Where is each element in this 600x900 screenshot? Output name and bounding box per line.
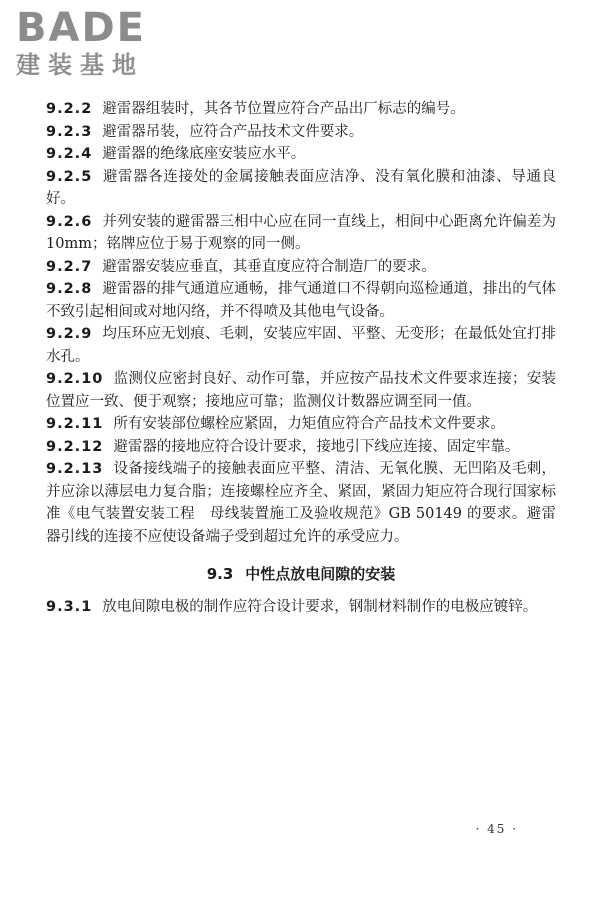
clause-9-2-2 xyxy=(46,98,556,121)
clauses-9-3 xyxy=(46,596,556,619)
clause-text: 设备接线端子的接触表面应平整、清洁、无氧化膜、无凹陷及毛刺，并应涂以薄层电力复合脂；连接螺栓应齐全、紧固，紧固力矩应符合现行国家标准《电气装置安装工程 母线装置施工及验收规范》GB 50149 的要求。避雷器引线的连接不应使设备端子受到超过允许的承受应力。 xyxy=(46,461,556,545)
logo-subtitle: 建装基地 xyxy=(16,51,144,79)
section-number: 9.3 xyxy=(206,565,234,583)
clause-9-2-12 xyxy=(46,436,556,459)
clause-number: 9.2.13 xyxy=(46,461,104,477)
clause-9-2-8 xyxy=(46,278,556,323)
clause-9-2-5 xyxy=(46,166,556,211)
section-heading xyxy=(46,562,556,586)
clause-9-2-13 xyxy=(46,458,556,548)
clause-9-3-1 xyxy=(46,596,556,619)
clause-9-2-7 xyxy=(46,256,556,279)
clause-text: 避雷器吊装，应符合产品技术文件要求。 xyxy=(102,123,364,140)
clause-number: 9.2.7 xyxy=(46,258,93,275)
clause-text: 放电间隙电极的制作应符合设计要求，钢制材料制作的电极应镀锌。 xyxy=(102,599,538,615)
clause-number: 9.3.1 xyxy=(46,599,93,615)
clause-text: 避雷器组装时，其各节位置应符合产品出厂标志的编号。 xyxy=(102,101,465,117)
bade-logo xyxy=(16,6,176,80)
page-number: · 45 · xyxy=(475,822,518,836)
clause-number: 9.2.5 xyxy=(46,168,93,185)
clauses-9-2 xyxy=(46,98,556,548)
clause-9-2-3 xyxy=(46,121,556,144)
clause-number: 9.2.4 xyxy=(46,146,93,162)
clause-number: 9.2.10 xyxy=(46,371,104,387)
clause-number: 9.2.3 xyxy=(46,123,93,140)
clause-number: 9.2.12 xyxy=(46,438,104,455)
clause-number: 9.2.6 xyxy=(46,213,93,230)
clause-number: 9.2.8 xyxy=(46,281,93,297)
clause-text: 监测仪应密封良好、动作可靠，并应按产品技术文件要求连接；安装位置应一致、便于观察；接地应可靠；监测仪计数器应调至同一值。 xyxy=(46,371,556,410)
clause-text: 避雷器的接地应符合设计要求，接地引下线应连接、固定牢靠。 xyxy=(113,438,520,455)
clause-9-2-4 xyxy=(46,143,556,166)
clause-number: 9.2.9 xyxy=(46,326,93,342)
clause-9-2-6 xyxy=(46,211,556,256)
clause-text: 避雷器安装应垂直，其垂直度应符合制造厂的要求。 xyxy=(102,258,436,275)
clause-text: 并列安装的避雷器三相中心应在同一直线上，相间中心距离允许偏差为 10mm；铭牌应位于易于观察的同一侧。 xyxy=(46,213,556,252)
clause-number: 9.2.11 xyxy=(46,416,104,432)
document-body xyxy=(46,98,556,619)
clause-number: 9.2.2 xyxy=(46,101,93,117)
clause-text: 避雷器的排气通道应通畅，排气通道口不得朝向巡检通道，排出的气体不致引起相间或对地闪络，并不得喷及其他电气设备。 xyxy=(46,281,556,320)
clause-text: 避雷器各连接处的金属接触表面应洁净、没有氧化膜和油漆、导通良好。 xyxy=(46,168,556,207)
logo-brand: BADE xyxy=(16,5,146,51)
clause-text: 避雷器的绝缘底座安装应水平。 xyxy=(102,146,306,162)
section-title: 中性点放电间隙的安装 xyxy=(245,565,396,583)
clause-9-2-9 xyxy=(46,323,556,368)
clause-9-2-11 xyxy=(46,413,556,436)
clause-9-2-10 xyxy=(46,368,556,413)
clause-text: 所有安装部位螺栓应紧固，力矩值应符合产品技术文件要求。 xyxy=(113,416,505,432)
clause-text: 均压环应无划痕、毛刺，安装应牢固、平整、无变形；在最低处宜打排水孔。 xyxy=(46,326,556,365)
